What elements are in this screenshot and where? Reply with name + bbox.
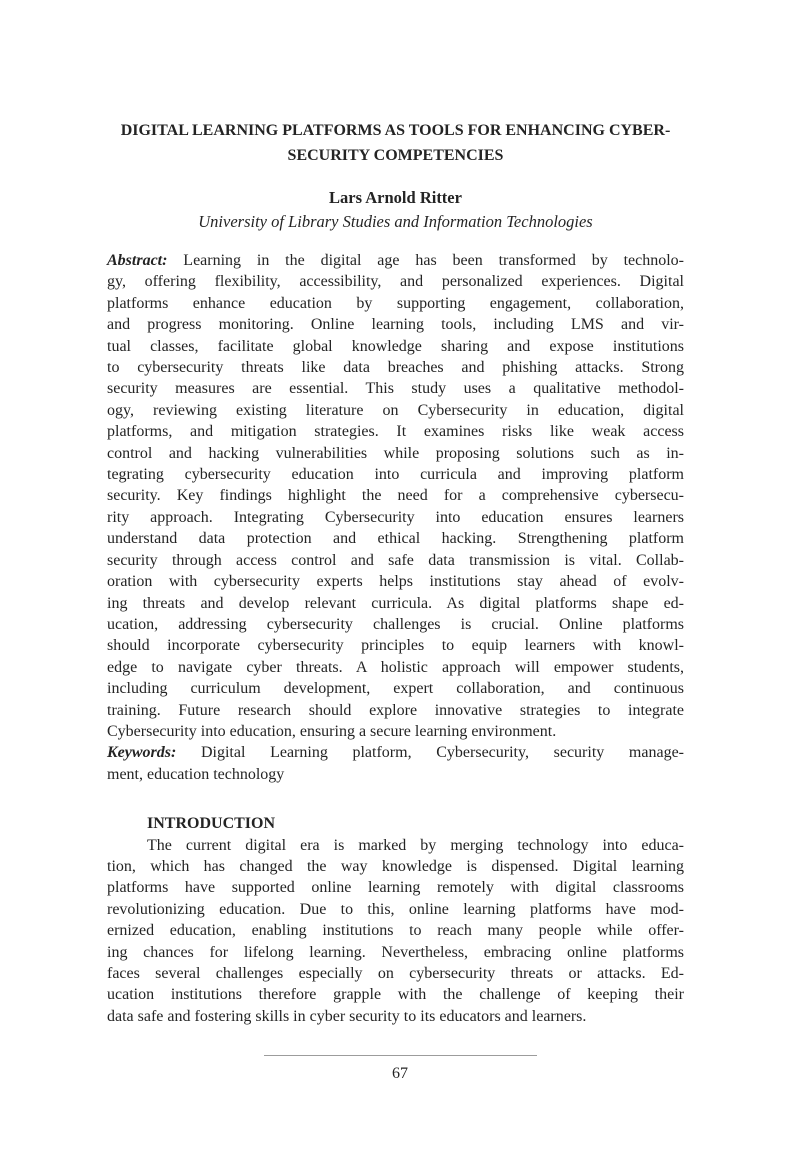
intro-first-line: The current digital era is marked by merging technology into educa- — [147, 836, 684, 854]
keywords-last-line: ment, education technology — [107, 765, 285, 783]
abstract-label: Abstract: — [107, 252, 168, 269]
text-line: ernized education, enabling institutions to reach many people while offer- — [107, 922, 684, 940]
page-number: 67 — [392, 1065, 408, 1082]
text-line: platforms have supported online learning remotely with digital classrooms — [107, 879, 684, 897]
introduction-paragraph — [107, 835, 684, 1028]
text-line: SECURITY COMPETENCIES — [287, 147, 504, 164]
text-line: to cybersecurity threats like data breaches and phishing attacks. Strong — [107, 359, 684, 377]
text-line: security through access control and safe data transmission is vital. Collab- — [107, 551, 684, 569]
text-line: ucation institutions therefore grapple with the challenge of keeping their — [107, 986, 684, 1004]
text-line: security measures are essential. This study uses a qualitative methodol- — [107, 380, 684, 398]
abstract-last-line: Cybersecurity into education, ensuring a secure learning environment. — [107, 722, 557, 740]
text-line: oration with cybersecurity experts helps institutions stay ahead of evolv- — [107, 573, 684, 591]
text-line: training. Future research should explore innovative strategies to integrate — [107, 701, 684, 719]
paper-title — [107, 118, 684, 168]
keywords-first-line-text: Digital Learning platform, Cybersecurity, security manage- — [176, 744, 684, 762]
abstract-paragraph — [107, 250, 684, 785]
author-name: Lars Arnold Ritter — [329, 188, 462, 207]
text-line: faces several challenges especially on cybersecurity threats or attacks. Ed- — [107, 965, 684, 982]
page-content — [107, 0, 684, 1027]
keywords-line — [107, 742, 684, 763]
text-line: including curriculum development, expert collaboration, and continuous — [107, 680, 684, 698]
footnote-divider — [264, 1055, 537, 1056]
text-line: ogy, reviewing existing literature on Cybersecurity in education, digital — [107, 401, 684, 419]
text-line: control and hacking vulnerabilities while proposing solutions such as in- — [107, 444, 684, 462]
text-line: ucation, addressing cybersecurity challenges is crucial. Online platforms — [107, 615, 684, 633]
abstract-first-line — [107, 250, 684, 271]
text-line: platforms, and mitigation strategies. It examines risks like weak access — [107, 423, 684, 441]
text-line: and progress monitoring. Online learning tools, including LMS and vir- — [107, 316, 684, 334]
text-line: tion, which has changed the way knowledge is dispensed. Digital learning — [107, 857, 684, 875]
text-line: understand data protection and ethical hacking. Strengthening platform — [107, 530, 684, 548]
text-line: should incorporate cybersecurity principles to equip learners with knowl- — [107, 637, 684, 655]
abstract-first-line-text: Learning in the digital age has been transformed by technolo- — [167, 252, 684, 269]
text-line: tual classes, facilitate global knowledge sharing and expose institutions — [107, 337, 684, 355]
introduction-heading: INTRODUCTION — [147, 815, 276, 833]
text-line: ing chances for lifelong learning. Nevertheless, embracing online platforms — [107, 943, 684, 961]
abstract-lines — [107, 271, 684, 721]
intro-lines — [107, 856, 684, 1006]
text-line: gy, offering flexibility, accessibility, and personalized experiences. Digital — [107, 273, 684, 291]
text-line: rity approach. Integrating Cybersecurity into education ensures learners — [107, 508, 684, 526]
text-line: edge to navigate cyber threats. A holistic approach will empower students, — [107, 658, 684, 676]
text-line: security. Key findings highlight the need for a comprehensive cybersecu- — [107, 487, 684, 505]
text-line: ing threats and develop relevant curricula. As digital platforms shape ed- — [107, 594, 684, 612]
keywords-label: Keywords: — [107, 744, 177, 762]
text-line: platforms enhance education by supporting engagement, collaboration, — [107, 294, 684, 312]
intro-last-line: data safe and fostering skills in cyber security to its educators and learners. — [107, 1007, 587, 1025]
text-line: revolutionizing education. Due to this, online learning platforms have mod- — [107, 900, 684, 918]
text-line: tegrating cybersecurity education into curricula and improving platform — [107, 466, 684, 484]
author-affiliation: University of Library Studies and Information Technologies — [198, 212, 593, 231]
text-line: DIGITAL LEARNING PLATFORMS AS TOOLS FOR ENHANCING CYBER- — [120, 122, 671, 139]
